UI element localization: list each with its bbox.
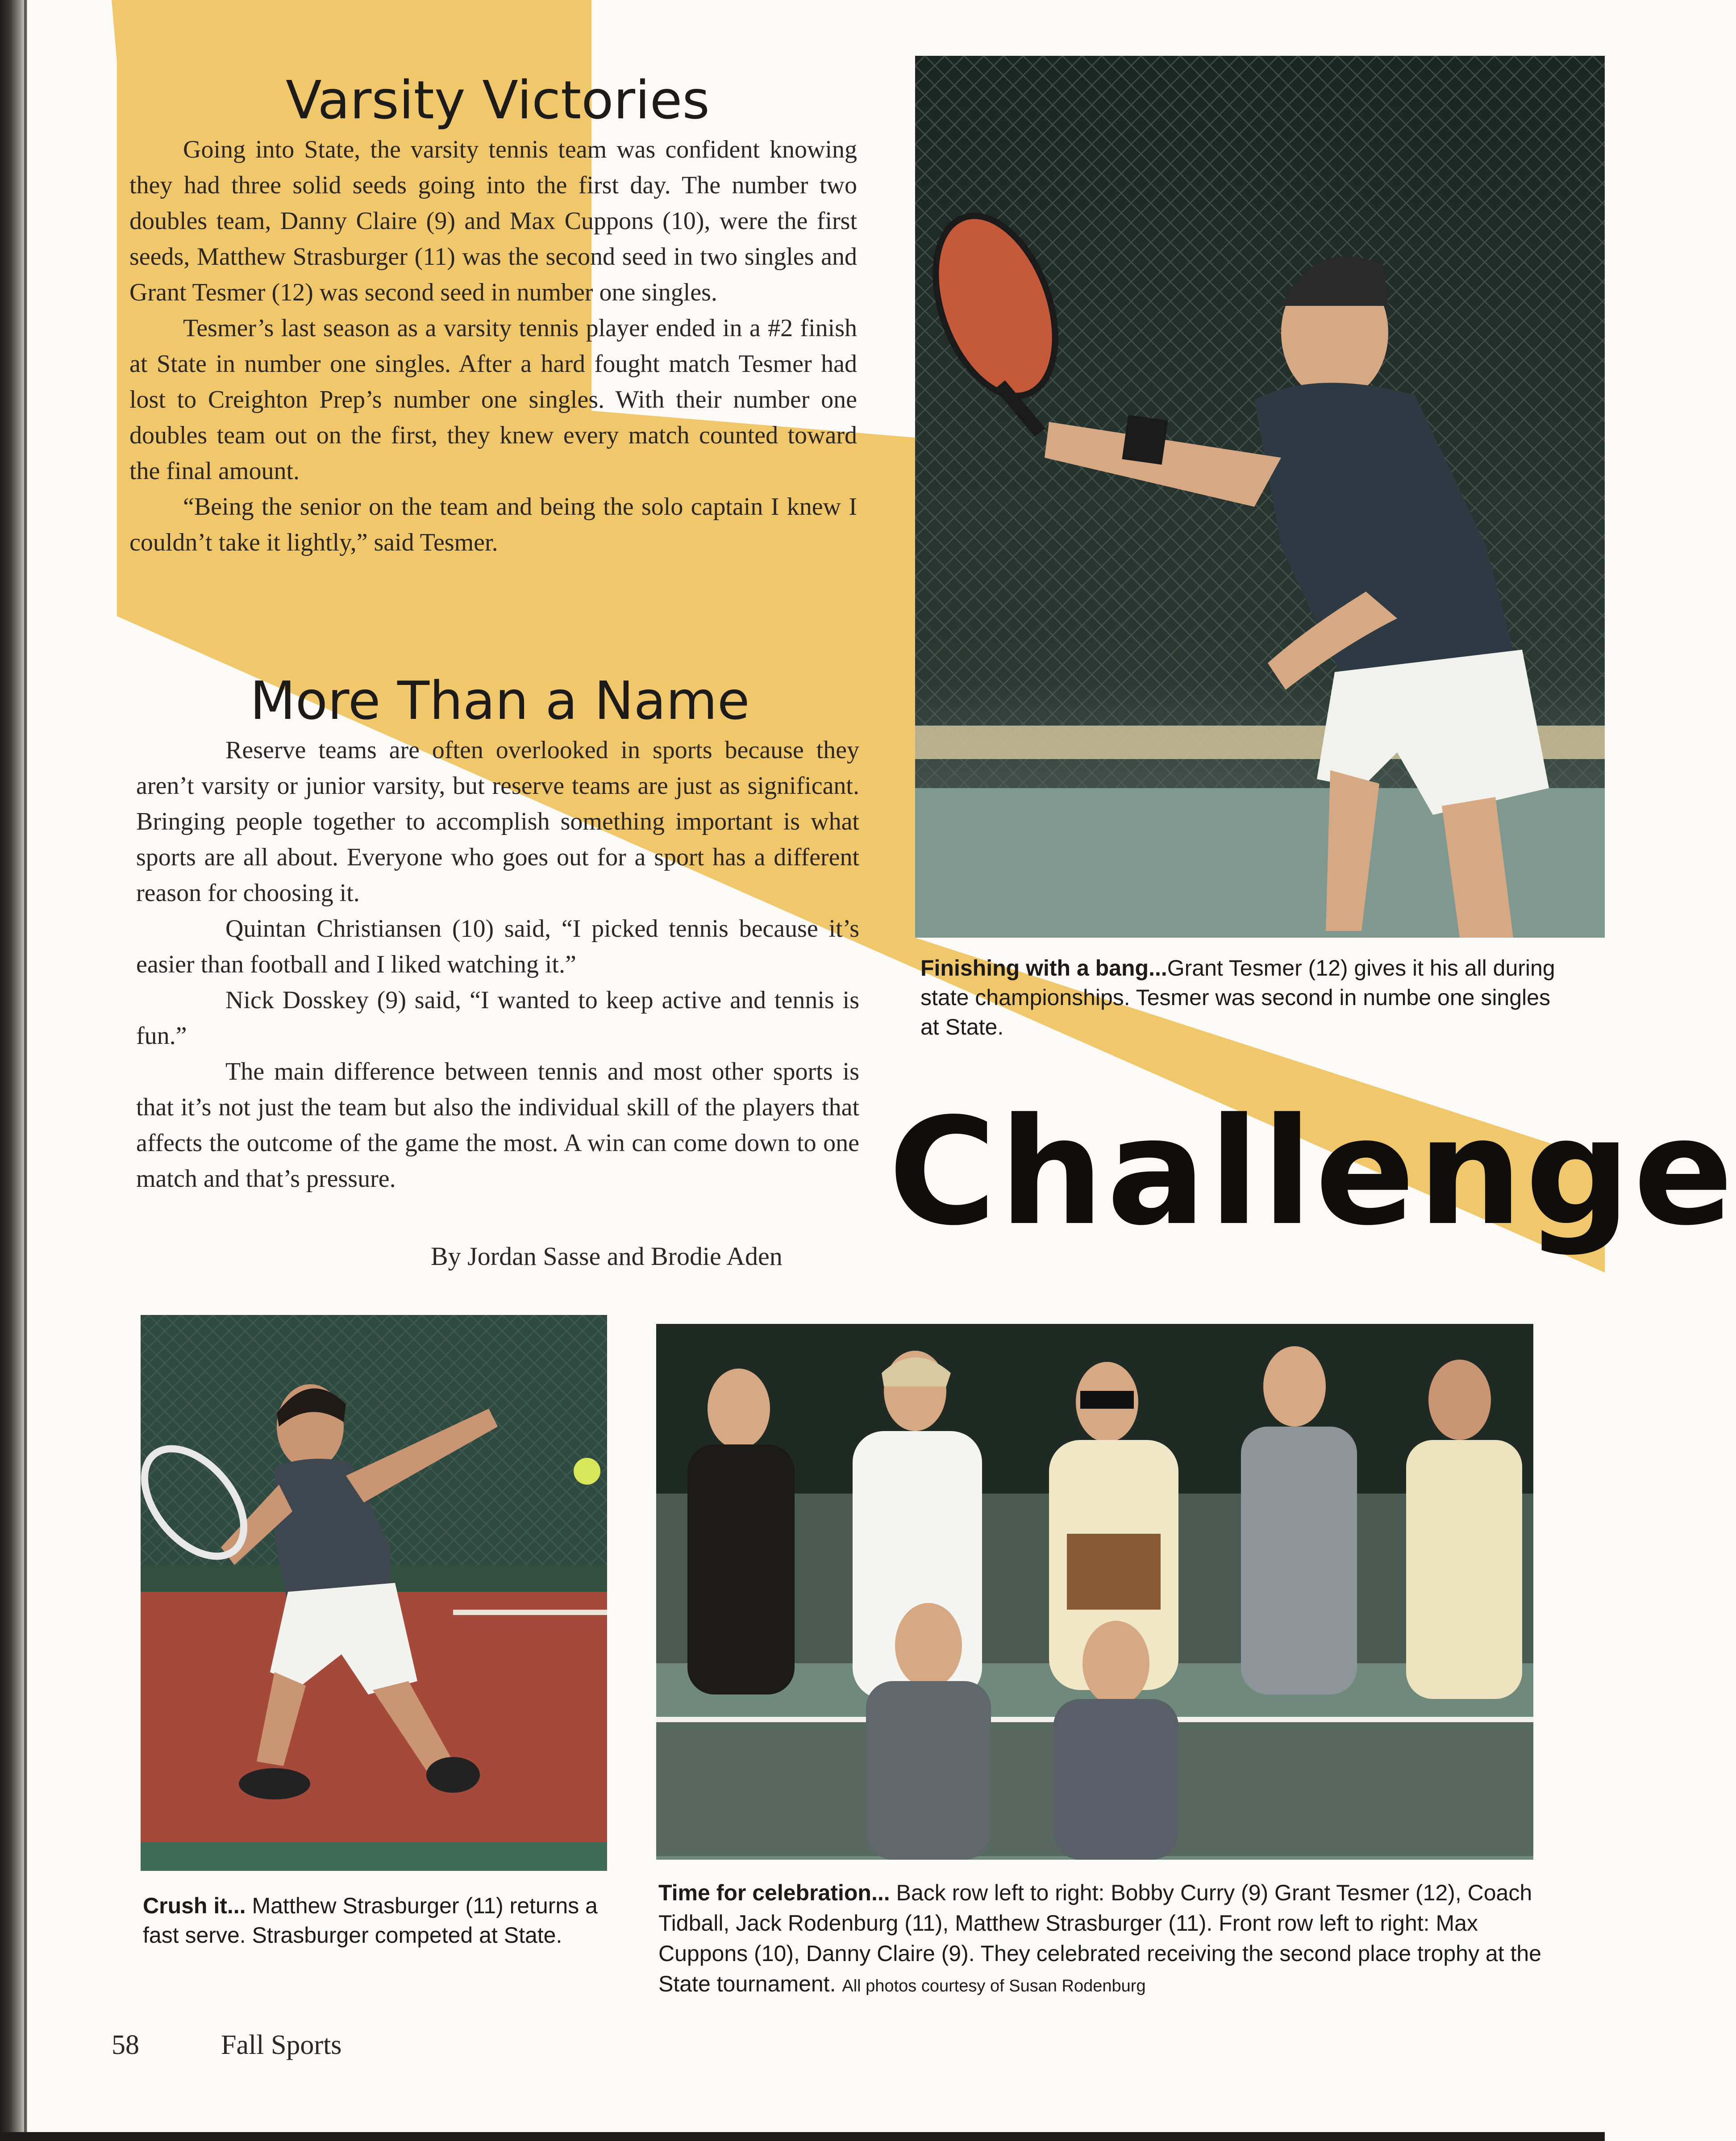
section1-paragraph: Tesmer’s last season as a varsity tennis player ended in a #2 finish at State in number one singles. After a hard fought match Tesmer had lost to Creighton Prep’s number one singles. With their number one doubles team out on the first, they knew every match counted toward the final amount.: [129, 314, 857, 485]
caption-lead: Crush it...: [143, 1893, 246, 1918]
section2-paragraph: Nick Dosskey (9) said, “I wanted to keep active and tennis is fun.”: [136, 986, 859, 1050]
caption-lead: Time for celebration...: [658, 1880, 890, 1905]
section-name: Fall Sports: [221, 2030, 342, 2060]
bottom-rule: [0, 2132, 1605, 2141]
title-challenge: Challenge: [888, 1086, 1736, 1258]
player-shoe: [426, 1757, 480, 1793]
caption-text: Back row left to right: Bobby Curry (9) Grant Tesmer (12), Coach Tidball, Jack Rodenburg (11), Matthew Strasburger (11). Front row left to right: Max Cuppons (10), Danny Claire (9). They celebrated receiving the second place trophy at the State tournament.: [658, 1880, 1541, 1996]
section1-paragraph: Going into State, the varsity tennis team was confident knowing they had three solid seeds going into the first day. The number two doubles team, Danny Claire (9) and Max Cuppons (10), were the first seeds, Matthew Strasburger (11) was the second seed in two singles and Grant Tesmer (12) was second seed in number one singles.: [129, 136, 857, 306]
section2-paragraph: Quintan Christiansen (10) said, “I picked tennis because it’s easier than football and I liked watching it.”: [136, 915, 859, 978]
heading-varsity-victories: Varsity Victories: [286, 69, 710, 131]
photo-matthew-strasburger: [141, 1315, 607, 1871]
caption-text: Matthew Strasburger (11) returns a fast serve. Strasburger competed at State.: [143, 1893, 598, 1948]
tennis-ball: [574, 1458, 600, 1485]
section2-paragraph: Reserve teams are often overlooked in sports because they aren’t varsity or junior varsity, but reserve teams are just as significant. Bringing people together to accomplish something important is what sports are all about. Everyone who goes out for a sport has a different reason for choosing it.: [136, 736, 859, 907]
caption-lead: Finishing with a bang...: [920, 956, 1167, 981]
caption-text: Grant Tesmer (12) gives it his all during state championships. Tesmer was second in numbe one singles at State.: [920, 956, 1555, 1039]
section2-paragraph: The main difference between tennis and most other sports is that it’s not just the team but also the individual skill of the players that affects the outcome of the game the most. A win can come down to one match and that’s pressure.: [136, 1058, 859, 1193]
caption-crush-it: [143, 1891, 616, 1950]
heading-more-than-a-name: More Than a Name: [250, 670, 750, 731]
section1-paragraph: “Being the senior on the team and being the solo captain I knew I couldn’t take it lightly,” said Tesmer.: [129, 493, 857, 556]
page-number: 58: [112, 2030, 139, 2060]
photo-credit: All photos courtesy of Susan Rodenburg: [842, 1977, 1146, 1995]
photo-team-celebration: [656, 1324, 1533, 1860]
caption-time-for-celebration: [658, 1878, 1547, 2001]
player-shoe: [239, 1768, 310, 1799]
byline: By Jordan Sasse and Brodie Aden: [431, 1242, 783, 1271]
